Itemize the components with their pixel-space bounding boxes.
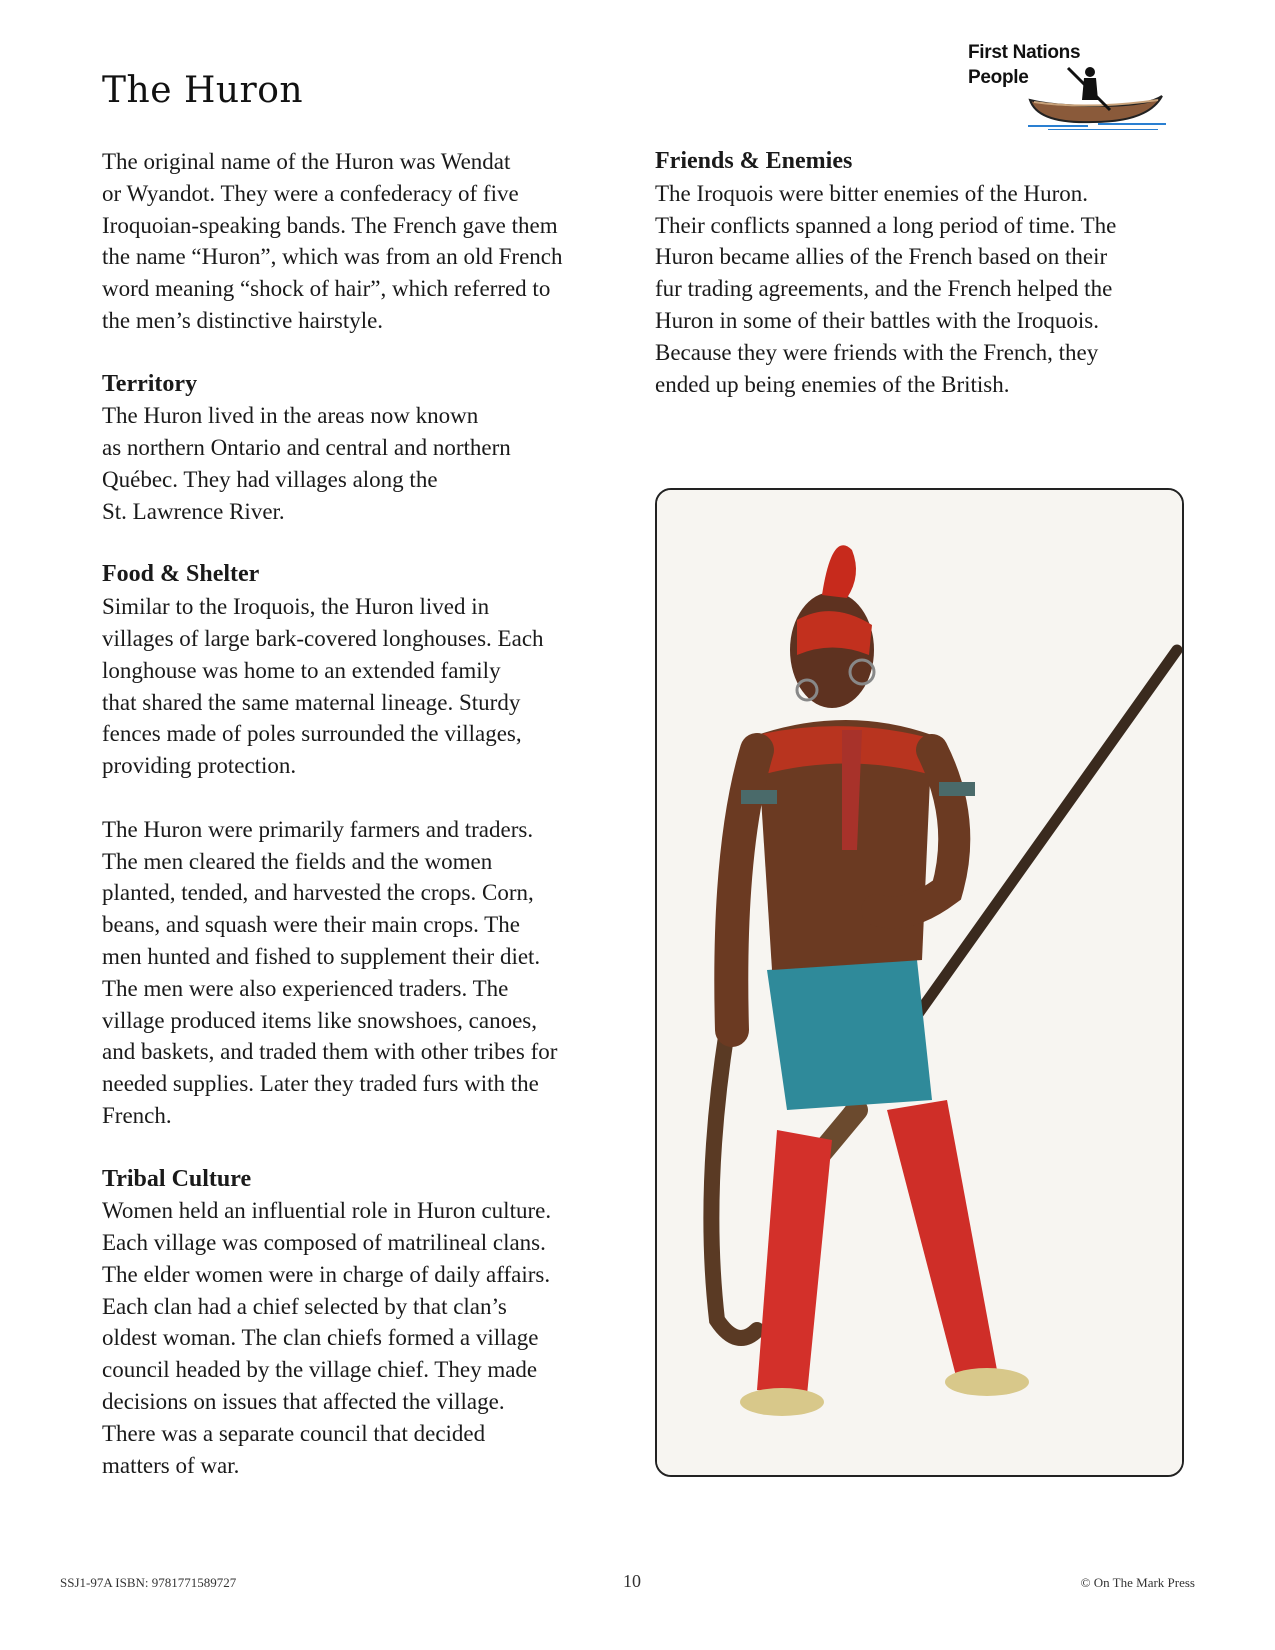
footer-isbn: SSJ1-97A ISBN: 9781771589727 — [60, 1575, 237, 1590]
text-line: Each village was composed of matrilineal clans. — [102, 1230, 546, 1256]
territory-heading: Territory — [102, 370, 198, 397]
text-line: decisions on issues that affected the village. — [102, 1389, 505, 1415]
text-line: St. Lawrence River. — [102, 498, 285, 524]
text-line: needed supplies. Later they traded furs with the — [102, 1071, 539, 1097]
text-line: The elder women were in charge of daily affairs. — [102, 1261, 551, 1287]
text-line: The Huron were primarily farmers and traders. — [102, 816, 534, 842]
page-title: The Huron — [102, 70, 304, 111]
text-line: oldest woman. The clan chiefs formed a village — [102, 1325, 539, 1351]
text-line: the men’s distinctive hairstyle. — [102, 307, 384, 333]
huron-warrior-illustration — [655, 488, 1184, 1477]
intro-paragraph — [102, 146, 642, 337]
series-logo — [968, 40, 1168, 130]
text-line: longhouse was home to an extended family — [102, 657, 501, 683]
text-line: providing protection. — [102, 753, 297, 779]
territory-paragraph — [102, 400, 642, 527]
text-line: Iroquoian-speaking bands. The French gave them — [102, 212, 558, 238]
text-line: The men cleared the fields and the women — [102, 848, 493, 874]
text-line: Their conflicts spanned a long period of time. The — [655, 212, 1117, 238]
left-column — [102, 146, 642, 1481]
text-line: There was a separate council that decided — [102, 1420, 486, 1446]
text-line: The Huron lived in the areas now known — [102, 403, 479, 429]
text-line: French. — [102, 1102, 172, 1128]
text-line: beans, and squash were their main crops. The — [102, 912, 520, 938]
text-line: villages of large bark-covered longhouses. Each — [102, 625, 544, 651]
text-line: the name “Huron”, which was from an old French — [102, 244, 563, 270]
food-shelter-paragraph-1 — [102, 591, 642, 782]
warrior-figure — [657, 490, 1182, 1475]
food-shelter-paragraph-2 — [102, 814, 642, 1132]
text-line: or Wyandot. They were a confederacy of five — [102, 180, 519, 206]
friends-enemies-heading: Friends & Enemies — [655, 148, 853, 174]
logo-line-1: First Nations — [968, 42, 1081, 63]
text-line: Women held an influential role in Huron culture. — [102, 1198, 552, 1224]
tribal-culture-heading: Tribal Culture — [102, 1165, 252, 1192]
food-shelter-heading: Food & Shelter — [102, 561, 260, 588]
right-column — [655, 146, 1195, 400]
text-line: fences made of poles surrounded the villages, — [102, 721, 522, 747]
text-line: planted, tended, and harvested the crops. Corn, — [102, 880, 534, 906]
logo-line-2: People — [968, 67, 1029, 88]
text-line: Similar to the Iroquois, the Huron lived in — [102, 594, 490, 620]
text-line: The Iroquois were bitter enemies of the Huron. — [655, 180, 1089, 206]
friends-enemies-paragraph — [655, 178, 1195, 401]
text-line: ended up being enemies of the British. — [655, 371, 1010, 397]
text-line: that shared the same maternal lineage. Sturdy — [102, 689, 521, 715]
text-line: Each clan had a chief selected by that clan’s — [102, 1293, 507, 1319]
text-line: The men were also experienced traders. The — [102, 975, 509, 1001]
canoe-paddler-icon — [1028, 60, 1168, 130]
text-line: men hunted and fished to supplement their diet. — [102, 943, 541, 969]
text-line: as northern Ontario and central and northern — [102, 435, 511, 461]
text-line: council headed by the village chief. They made — [102, 1357, 538, 1383]
text-line: matters of war. — [102, 1452, 240, 1478]
text-line: Huron in some of their battles with the Iroquois. — [655, 307, 1099, 333]
text-line: and baskets, and traded them with other tribes for — [102, 1039, 558, 1065]
text-line: word meaning “shock of hair”, which referred to — [102, 276, 551, 302]
text-line: fur trading agreements, and the French helped the — [655, 276, 1113, 302]
page-number: 10 — [623, 1571, 641, 1591]
text-line: village produced items like snowshoes, canoes, — [102, 1007, 537, 1033]
text-line: Québec. They had villages along the — [102, 466, 438, 492]
text-line: Huron became allies of the French based on their — [655, 244, 1108, 270]
tribal-culture-paragraph — [102, 1195, 642, 1481]
text-line: The original name of the Huron was Wendat — [102, 149, 511, 174]
text-line: Because they were friends with the French, they — [655, 339, 1099, 365]
footer-copyright: © On The Mark Press — [1080, 1575, 1195, 1590]
